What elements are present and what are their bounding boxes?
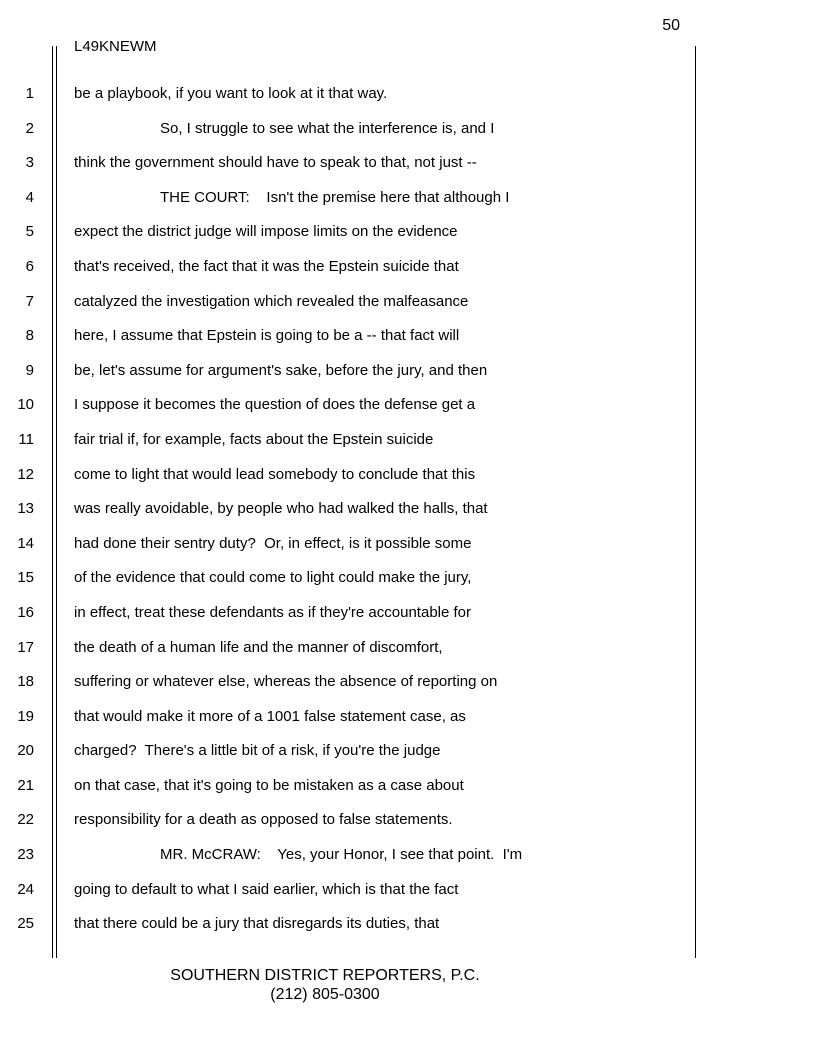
transcript-line	[0, 737, 816, 772]
page-footer	[0, 966, 650, 1004]
line-text: responsibility for a death as opposed to false statements.	[74, 811, 453, 829]
transcript-line	[0, 772, 816, 807]
line-number: 11	[18, 430, 34, 448]
line-text: catalyzed the investigation which revealed the malfeasance	[74, 292, 469, 310]
line-number: 9	[25, 361, 34, 379]
line-text: think the government should have to speak to that, not just --	[74, 154, 477, 172]
reporter-name: SOUTHERN DISTRICT REPORTERS, P.C.	[170, 967, 480, 984]
line-number: 7	[25, 292, 34, 310]
line-number: 20	[17, 742, 34, 760]
transcript-line	[0, 322, 816, 357]
line-number: 21	[17, 776, 34, 794]
transcript-line	[0, 634, 816, 669]
line-text: expect the district judge will impose limits on the evidence	[74, 223, 458, 241]
transcript-line	[0, 80, 816, 115]
transcript-line	[0, 806, 816, 841]
line-text: be a playbook, if you want to look at it that way.	[74, 85, 388, 102]
line-number: 17	[17, 638, 34, 656]
line-text: that's received, the fact that it was the Epstein suicide that	[74, 257, 459, 275]
line-text: fair trial if, for example, facts about the Epstein suicide	[74, 430, 434, 448]
line-text: was really avoidable, by people who had walked the halls, that	[74, 500, 488, 518]
line-number: 3	[25, 154, 34, 172]
transcript-line	[0, 703, 816, 738]
line-number: 23	[17, 846, 34, 864]
line-number: 22	[17, 811, 34, 829]
line-text: here, I assume that Epstein is going to be a -- that fact will	[74, 327, 460, 345]
line-text: that would make it more of a 1001 false statement case, as	[74, 707, 466, 725]
transcript-line	[0, 357, 816, 392]
line-text: suffering or whatever else, whereas the absence of reporting on	[74, 673, 498, 691]
line-text: MR. McCRAW: Yes, your Honor, I see that point. I'm	[160, 846, 523, 864]
line-text: charged? There's a little bit of a risk, if you're the judge	[74, 742, 441, 760]
case-id: L49KNEWM	[74, 38, 157, 55]
transcript-line	[0, 876, 816, 911]
line-number: 16	[17, 603, 34, 621]
line-number: 10	[17, 396, 34, 414]
transcript-line	[0, 530, 816, 565]
transcript-line	[0, 910, 816, 945]
line-number: 15	[17, 569, 34, 587]
transcript-line	[0, 461, 816, 496]
line-text: be, let's assume for argument's sake, before the jury, and then	[74, 361, 488, 379]
transcript-line	[0, 115, 816, 150]
line-text: I suppose it becomes the question of does the defense get a	[74, 396, 476, 414]
transcript-line	[0, 391, 816, 426]
line-text: come to light that would lead somebody to conclude that this	[74, 465, 476, 483]
line-text: the death of a human life and the manner of discomfort,	[74, 638, 443, 656]
transcript-line	[0, 841, 816, 876]
transcript-line	[0, 184, 816, 219]
line-number: 5	[25, 223, 34, 241]
line-text: So, I struggle to see what the interference is, and I	[160, 119, 495, 137]
transcript-line	[0, 149, 816, 184]
line-number: 8	[25, 327, 34, 345]
line-number: 24	[17, 880, 34, 898]
line-text: of the evidence that could come to light could make the jury,	[74, 569, 472, 587]
line-number: 13	[17, 500, 34, 518]
transcript-lines	[0, 80, 816, 945]
transcript-line	[0, 599, 816, 634]
line-text: on that case, that it's going to be mistaken as a case about	[74, 776, 464, 794]
line-number: 1	[25, 85, 34, 102]
line-text: in effect, treat these defendants as if they're accountable for	[74, 603, 472, 621]
line-text: had done their sentry duty? Or, in effect, is it possible some	[74, 534, 472, 552]
page-number: 50	[662, 17, 680, 34]
line-text: that there could be a jury that disregards its duties, that	[74, 915, 440, 933]
transcript-line	[0, 564, 816, 599]
transcript-line	[0, 668, 816, 703]
transcript-line	[0, 218, 816, 253]
transcript-line	[0, 253, 816, 288]
transcript-line	[0, 288, 816, 323]
line-number: 2	[25, 119, 34, 137]
line-number: 6	[25, 257, 34, 275]
line-text: going to default to what I said earlier, which is that the fact	[74, 880, 459, 898]
transcript-line	[0, 426, 816, 461]
line-number: 19	[17, 707, 34, 725]
transcript-line	[0, 495, 816, 530]
reporter-phone: (212) 805-0300	[270, 986, 380, 1003]
line-text: THE COURT: Isn't the premise here that although I	[160, 188, 510, 206]
line-number: 4	[25, 188, 34, 206]
line-number: 12	[17, 465, 34, 483]
line-number: 14	[17, 534, 34, 552]
line-number: 25	[17, 915, 34, 933]
line-number: 18	[17, 673, 34, 691]
